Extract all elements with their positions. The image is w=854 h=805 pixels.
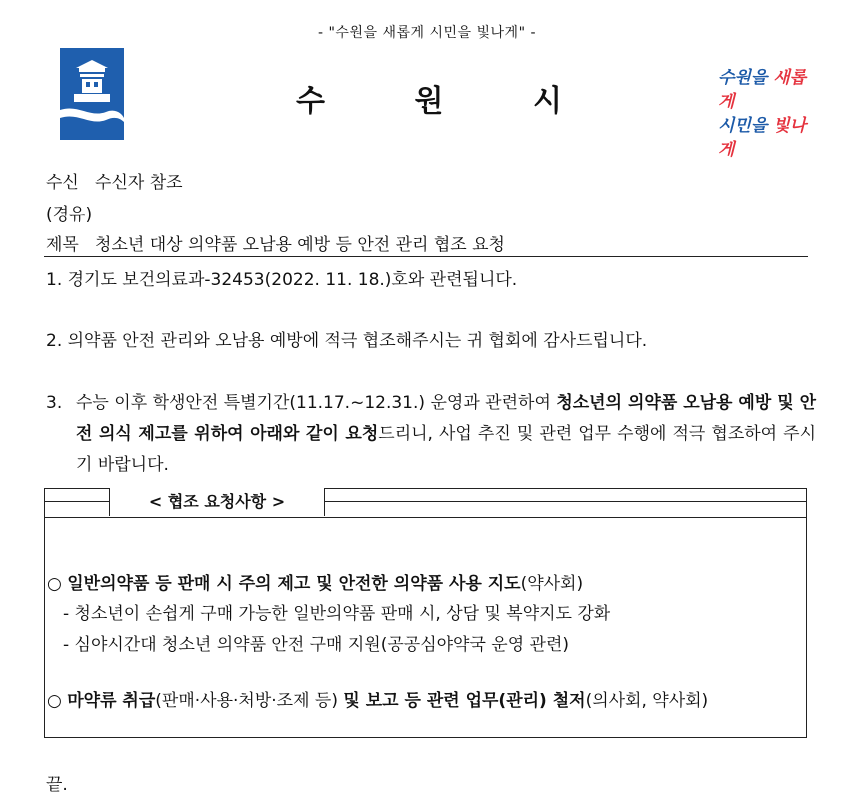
- end-mark: 끝.: [46, 775, 68, 795]
- org-title: [296, 76, 562, 120]
- request-item-2-bold-a: 마약류 취급: [67, 691, 156, 711]
- request-box-header: [45, 489, 806, 518]
- request-item-2-bold-b: 및 보고 등 관련 업무(관리) 철저: [343, 691, 586, 711]
- request-item-1-rest: (약사회): [520, 574, 584, 594]
- paragraph-3-text: [76, 388, 816, 481]
- brand-line-1-b: 새롭게: [718, 68, 807, 112]
- brand-line-2: [718, 114, 818, 162]
- org-title-char-3: 시: [533, 84, 562, 119]
- request-box: [44, 488, 807, 738]
- brand-line-1: [718, 66, 818, 114]
- request-subitem-1: - 청소년이 손쉽게 구매 가능한 일반의약품 판매 시, 상담 및 복약지도 강화: [63, 604, 611, 624]
- recipient-line: 수신 수신자 참조: [46, 173, 183, 193]
- paragraph-3-number: 3.: [46, 393, 63, 413]
- via-line: (경유): [46, 205, 93, 225]
- paragraph-3-part-a: 수능 이후 학생안전 특별기간(11.17.~12.31.) 운영과 관련하여: [76, 393, 557, 413]
- request-item-2-mid: (판매·사용·처방·조제 등): [155, 691, 344, 711]
- paragraph-3: [46, 388, 816, 481]
- paragraph-1: 1. 경기도 보건의료과-32453(2022. 11. 18.)호와 관련됩니다.: [46, 270, 518, 290]
- request-item-2: [47, 686, 708, 711]
- subject-divider: [44, 256, 808, 257]
- bullet-circle: ○: [47, 691, 68, 711]
- subject-line: 제목 청소년 대상 의약품 오남용 예방 등 안전 관리 협조 요청: [46, 235, 505, 255]
- brand-line-1-a: 수원을: [718, 68, 774, 88]
- org-title-char-1: 수: [296, 84, 325, 119]
- brand-line-2-b: 빛나게: [718, 116, 807, 160]
- bullet-circle: ○: [47, 574, 68, 594]
- paragraph-3-part-b: 드리니, 사업 추진 및 관련 업무 수행에 적극 협조하여 주시기 바랍니다.: [76, 424, 816, 475]
- request-subitem-2: - 심야시간대 청소년 의약품 안전 구매 지원(공공심야약국 운영 관련): [63, 635, 570, 655]
- org-title-char-2: 원: [414, 84, 444, 119]
- request-item-2-rest: (의사회, 약사회): [585, 691, 709, 711]
- slogan: - "수원을 새롭게 시민을 빛나게" -: [317, 25, 537, 41]
- request-item-1: [47, 569, 583, 594]
- request-item-1-bold: 일반의약품 등 판매 시 주의 제고 및 안전한 의약품 사용 지도: [67, 574, 521, 594]
- request-box-heading: < 협조 요청사항 >: [109, 488, 325, 516]
- brand-slogan-logo: [718, 66, 818, 162]
- brand-line-2-a: 시민을: [718, 116, 774, 136]
- suwon-logo: [60, 48, 124, 140]
- paragraph-3-bold: 청소년의 의약품 오남용 예방 및 안전 의식 제고를 위하여 아래와 같이 요청: [76, 393, 817, 444]
- paragraph-2: 2. 의약품 안전 관리와 오남용 예방에 적극 협조해주시는 귀 협회에 감사드립니다.: [46, 331, 648, 351]
